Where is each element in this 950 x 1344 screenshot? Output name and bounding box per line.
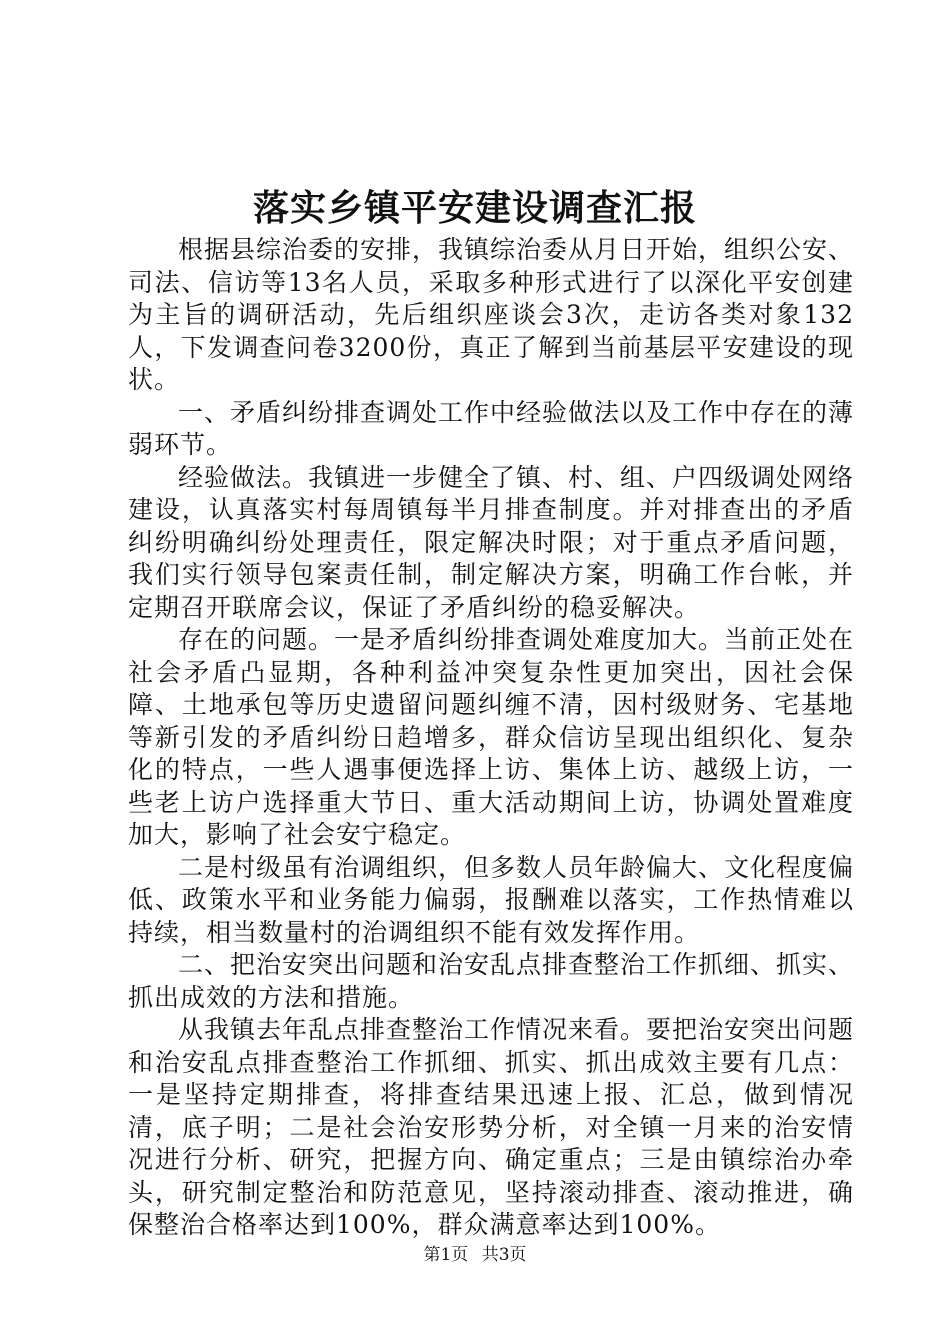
paragraph-2: 一、矛盾纠纷排查调处工作中经验做法以及工作中存在的薄弱环节。	[128, 397, 855, 459]
paragraph-5: 二是村级虽有治调组织，但多数人员年龄偏大、文化程度偏低、政策水平和业务能力偏弱，报酬难以落实，工作热情难以持续，相当数量村的治调组织不能有效发挥作用。	[128, 852, 855, 947]
page-total: 共3页	[481, 1245, 527, 1265]
paragraph-1: 根据县综治委的安排，我镇综治委从月日开始，组织公安、司法、信访等13名人员，采取多种形式进行了以深化平安创建为主旨的调研活动，先后组织座谈会3次，走访各类对象132人，下发调查问卷3200份，真正了解到当前基层平安建设的现状。	[128, 235, 855, 394]
page-number: 第1页	[423, 1245, 469, 1265]
paragraph-6: 二、把治安突出问题和治安乱点排查整治工作抓细、抓实、抓出成效的方法和措施。	[128, 950, 855, 1012]
paragraph-7: 从我镇去年乱点排查整治工作情况来看。要把治安突出问题和治安乱点排查整治工作抓细、抓实、抓出成效主要有几点：一是坚持定期排查，将排查结果迅速上报、汇总，做到情况清，底子明；二是社会治安形势分析，对全镇一月来的治安情况进行分析、研究，把握方向、确定重点；三是由镇综治办牵头，研究制定整治和防范意见，坚持滚动排查、滚动推进，确保整治合格率达到100%，群众满意率达到100%。	[128, 1015, 855, 1239]
document-title: 落实乡镇平安建设调查汇报	[252, 187, 697, 229]
document-body	[128, 234, 854, 1242]
paragraph-4: 存在的问题。一是矛盾纠纷排查调处难度加大。当前正处在社会矛盾凸显期，各种利益冲突复杂性更加突出，因社会保障、土地承包等历史遗留问题纠缠不清，因村级财务、宅基地等新引发的矛盾纠纷日趋增多，群众信访呈现出组织化、复杂化的特点，一些人遇事便选择上访、集体上访、越级上访，一些老上访户选择重大节日、重大活动期间上访，协调处置难度加大，影响了社会安宁稳定。	[128, 625, 855, 849]
page-footer	[0, 1244, 950, 1266]
paragraph-3: 经验做法。我镇进一步健全了镇、村、组、户四级调处网络建设，认真落实村每周镇每半月排查制度。并对排查出的矛盾纠纷明确纠纷处理责任，限定解决时限；对于重点矛盾问题，我们实行领导包案责任制，制定解决方案，明确工作台帐，并定期召开联席会议，保证了矛盾纠纷的稳妥解决。	[128, 462, 855, 622]
